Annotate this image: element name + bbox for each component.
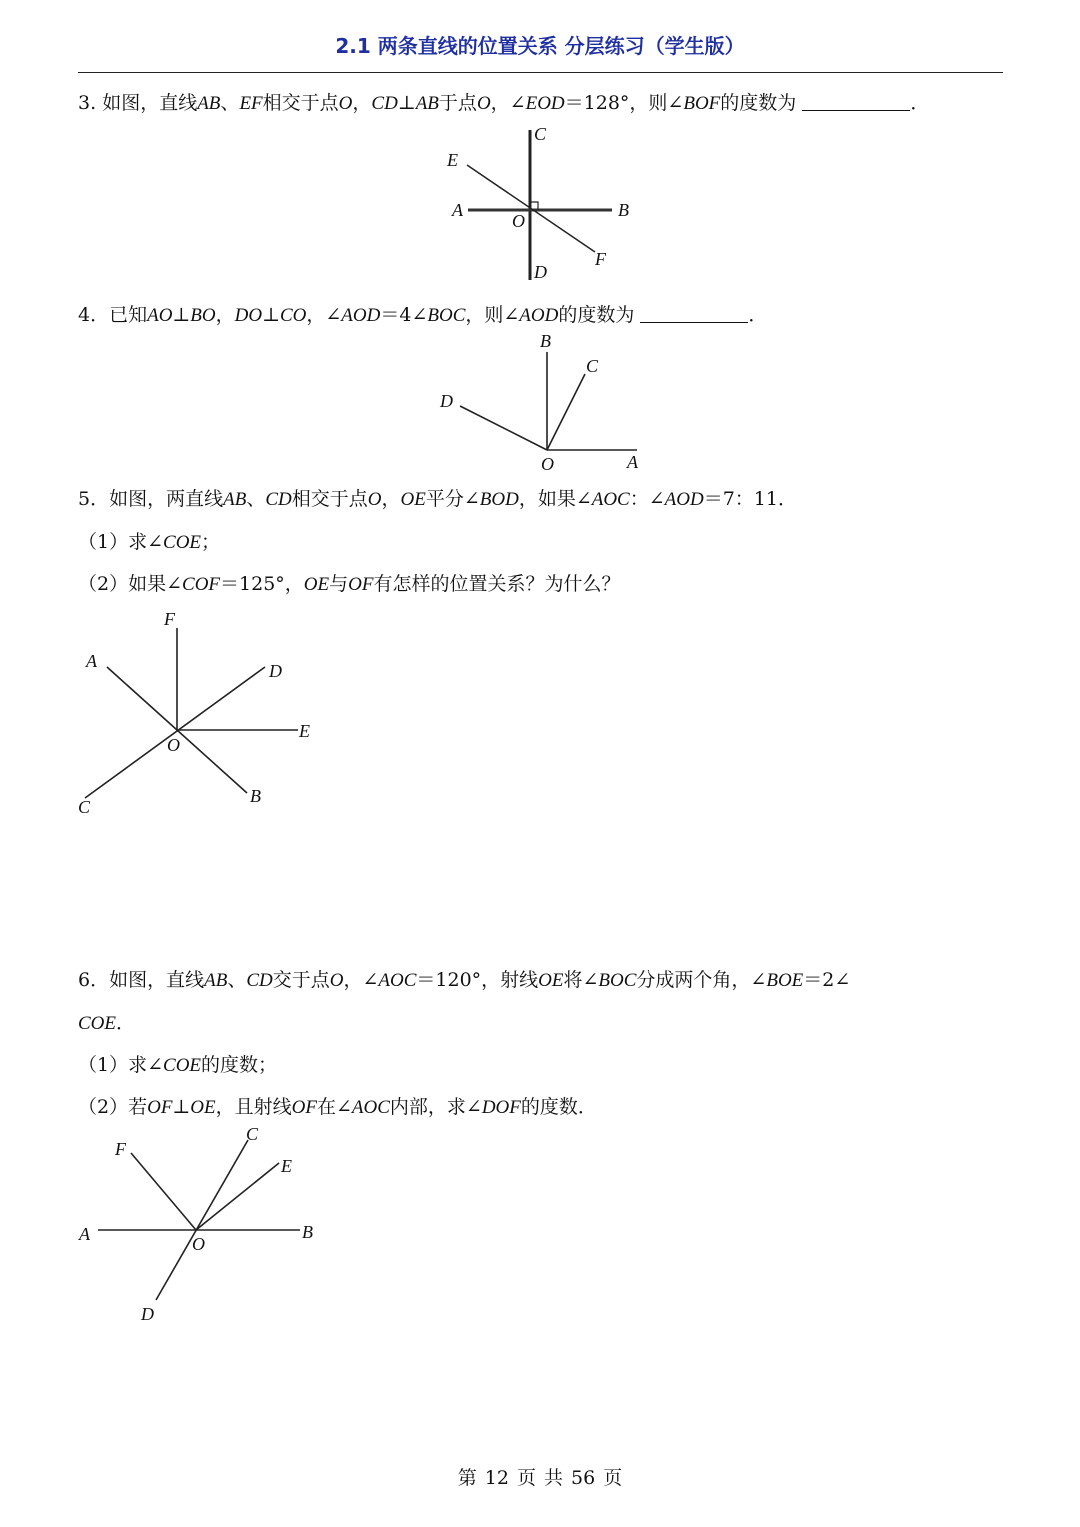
math-var: CD — [265, 489, 292, 510]
text-run: （2）如果∠ — [78, 573, 183, 595]
math-var: O — [476, 93, 491, 114]
math-var: AB — [415, 93, 439, 114]
ray-od — [460, 406, 547, 450]
header-rule — [78, 72, 1003, 73]
text-run: 相交于点 — [262, 92, 339, 114]
answer-blank — [640, 304, 748, 323]
text-run: 6．如图，直线 — [78, 969, 205, 991]
math-var: AB — [223, 489, 247, 510]
math-var: AOC — [351, 1097, 390, 1118]
math-var: EF — [239, 93, 263, 114]
text-run: 、 — [227, 969, 247, 991]
text-run: ⊥ — [172, 1096, 191, 1118]
math-var: AOC — [378, 970, 417, 991]
math-var: EOD — [525, 93, 565, 114]
math-var: COE — [163, 532, 202, 553]
label-c: C — [78, 797, 91, 817]
label-o: O — [541, 454, 554, 474]
math-var: OF — [291, 1097, 317, 1118]
question-number: 3 — [78, 92, 91, 114]
text-run: 于点 — [438, 92, 477, 114]
label-a: A — [452, 200, 463, 220]
math-var: COE — [78, 1013, 116, 1034]
text-run: 在∠ — [316, 1096, 352, 1118]
math-var: OE — [190, 1097, 216, 1118]
text-run: ． — [748, 304, 768, 326]
label-o: O — [167, 735, 180, 755]
text-run: 将∠ — [563, 969, 599, 991]
text-run: ，如果∠ — [518, 488, 592, 510]
question-5-part-2 — [78, 569, 620, 596]
figure-q6 — [70, 1120, 330, 1330]
math-var: DOF — [481, 1097, 521, 1118]
text-run: 如图，直线 — [102, 92, 198, 114]
text-run: 相交于点 — [291, 488, 368, 510]
text-run: ，∠ — [306, 304, 342, 326]
text-run: （1）求∠ — [78, 531, 164, 553]
math-var: AOD — [341, 305, 381, 326]
text-run: 有怎样的位置关系？为什么？ — [373, 573, 621, 595]
text-run: ，则∠ — [465, 304, 520, 326]
total-pages: 56 — [571, 1467, 596, 1489]
math-var: AB — [204, 970, 228, 991]
label-d: D — [534, 262, 547, 282]
text-run: 的度数； — [201, 1054, 278, 1076]
label-b: B — [302, 1222, 313, 1242]
question-6-part-1 — [78, 1050, 277, 1077]
label-o: O — [512, 211, 525, 231]
text-run: 共 — [544, 1467, 564, 1489]
text-run: ． — [116, 1012, 136, 1034]
question-4-text — [78, 300, 767, 327]
label-c: C — [246, 1124, 259, 1144]
text-run: ：∠ — [629, 488, 665, 510]
text-run: ，∠ — [490, 92, 526, 114]
text-run: ，∠ — [343, 969, 379, 991]
text-run: ⊥ — [172, 304, 191, 326]
figure-q4 — [430, 330, 650, 475]
ray-oe — [196, 1163, 279, 1230]
math-var: AO — [147, 305, 173, 326]
page-footer — [0, 1463, 1080, 1490]
text-run: （2）若 — [78, 1096, 148, 1118]
math-var: AOD — [664, 489, 704, 510]
label-a: A — [86, 651, 97, 671]
label-d: D — [141, 1304, 154, 1324]
math-var: O — [338, 93, 353, 114]
math-var: AB — [197, 93, 221, 114]
text-run: 页 — [603, 1467, 623, 1489]
label-a: A — [79, 1224, 90, 1244]
math-var: OE — [400, 489, 426, 510]
answer-blank — [802, 92, 910, 111]
text-run: 内部，求∠ — [389, 1096, 482, 1118]
text-run: 第 — [457, 1467, 477, 1489]
label-c: C — [586, 356, 599, 376]
text-run: ＝128°，则∠ — [564, 92, 684, 114]
text-run: 平分∠ — [425, 488, 480, 510]
page-header-title: 2.1 两条直线的位置关系 分层练习（学生版） — [335, 34, 745, 58]
text-run: 、 — [220, 92, 240, 114]
text-run: 的度数为 — [720, 92, 797, 114]
text-run: ＝2∠ — [803, 969, 851, 991]
math-var: CD — [246, 970, 273, 991]
math-var: BOC — [427, 305, 466, 326]
ray-oc — [547, 374, 585, 450]
text-run: ＝4∠ — [380, 304, 428, 326]
math-var: O — [367, 489, 382, 510]
label-f: F — [164, 609, 175, 629]
label-e: E — [299, 721, 310, 741]
line-cd — [156, 1140, 248, 1300]
text-run: ； — [201, 531, 221, 553]
math-var: BOD — [479, 489, 519, 510]
text-run: 分成两个角，∠ — [636, 969, 767, 991]
text-run: 4．已知 — [78, 304, 148, 326]
math-var: BOC — [598, 970, 637, 991]
text-run: ＝120°，射线 — [416, 969, 539, 991]
figure-q5 — [70, 605, 330, 825]
text-run: ， — [352, 92, 372, 114]
question-6-part-2 — [78, 1092, 597, 1119]
text-run: 交于点 — [272, 969, 330, 991]
ray-of — [131, 1153, 196, 1230]
text-run: 的度数为 — [558, 304, 635, 326]
text-run: 与 — [329, 573, 349, 595]
text-run: （1）求∠ — [78, 1054, 164, 1076]
question-6-text — [78, 965, 850, 992]
math-var: OE — [303, 574, 330, 595]
label-e: E — [281, 1156, 292, 1176]
math-var: DO — [234, 305, 263, 326]
text-run: ＝7：11． — [703, 488, 797, 510]
page-number: 12 — [484, 1467, 509, 1489]
text-run: ＝125°， — [220, 573, 304, 595]
label-f: F — [595, 249, 606, 269]
text-run: ⊥ — [397, 92, 416, 114]
math-var: AOD — [519, 305, 559, 326]
math-var: OF — [147, 1097, 173, 1118]
math-var: COF — [182, 574, 221, 595]
label-c: C — [534, 124, 547, 144]
figure-q3 — [440, 120, 640, 285]
label-b: B — [540, 331, 551, 351]
math-var: BOE — [766, 970, 804, 991]
label-a: A — [627, 452, 638, 472]
math-var: OE — [538, 970, 564, 991]
text-run: 页 — [516, 1467, 536, 1489]
question-3-text: 3. 如图，直线AB、EF相交于点O，CD⊥AB于点O，∠EOD＝128°，则∠BOF的度数为 ． — [78, 92, 930, 114]
math-var: COE — [163, 1055, 202, 1076]
math-var: AOC — [591, 489, 630, 510]
question-5-text — [78, 484, 797, 511]
math-var: O — [329, 970, 344, 991]
question-6-text-cont — [78, 1008, 135, 1035]
text-run: ， — [381, 488, 401, 510]
math-var: OF — [348, 574, 374, 595]
label-b: B — [250, 786, 261, 806]
line-cd — [85, 667, 265, 798]
label-f: F — [115, 1139, 126, 1159]
text-run: 的度数． — [520, 1096, 597, 1118]
math-var: CD — [371, 93, 398, 114]
label-e: E — [447, 150, 458, 170]
text-run: ， — [215, 304, 235, 326]
label-d: D — [440, 391, 453, 411]
text-run: 、 — [246, 488, 266, 510]
question-5-part-1 — [78, 527, 220, 554]
label-o: O — [192, 1234, 205, 1254]
math-var: BO — [190, 305, 216, 326]
label-d: D — [269, 661, 282, 681]
text-run: ． — [910, 92, 930, 114]
text-run: ，且射线 — [215, 1096, 292, 1118]
text-run: ⊥ — [262, 304, 280, 326]
label-b: B — [618, 200, 629, 220]
text-run: 5．如图，两直线 — [78, 488, 224, 510]
math-var: BOF — [683, 93, 721, 114]
math-var: CO — [279, 305, 307, 326]
